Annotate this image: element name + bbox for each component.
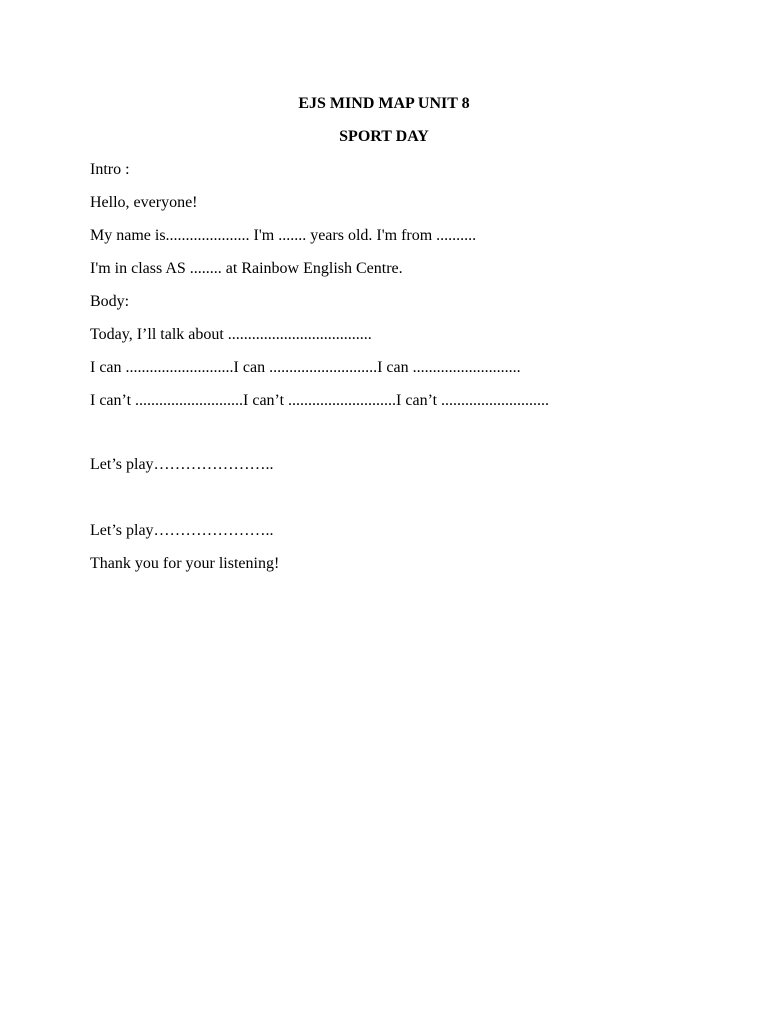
document-subtitle: SPORT DAY (339, 128, 429, 145)
body-heading: Body: (90, 293, 130, 310)
greeting-line: Hello, everyone! (90, 194, 198, 211)
can-line: I can ...........................I can ...........................I can ........................... (90, 359, 521, 376)
closing-line: Thank you for your listening! (90, 555, 280, 572)
topic-line: Today, I’ll talk about .................................... (90, 326, 372, 343)
intro-heading: Intro : (90, 161, 130, 178)
name-age-line: My name is..................... I'm ....... years old. I'm from .......... (90, 227, 477, 244)
class-line: I'm in class AS ........ at Rainbow English Centre. (90, 260, 403, 277)
document-title: EJS MIND MAP UNIT 8 (298, 95, 470, 112)
lets-play-line: Let’s play………………….. (90, 522, 274, 539)
lets-play-line: Let’s play………………….. (90, 456, 274, 473)
cant-line: I can’t ...........................I can’t ...........................I can’t ........................... (90, 392, 550, 409)
